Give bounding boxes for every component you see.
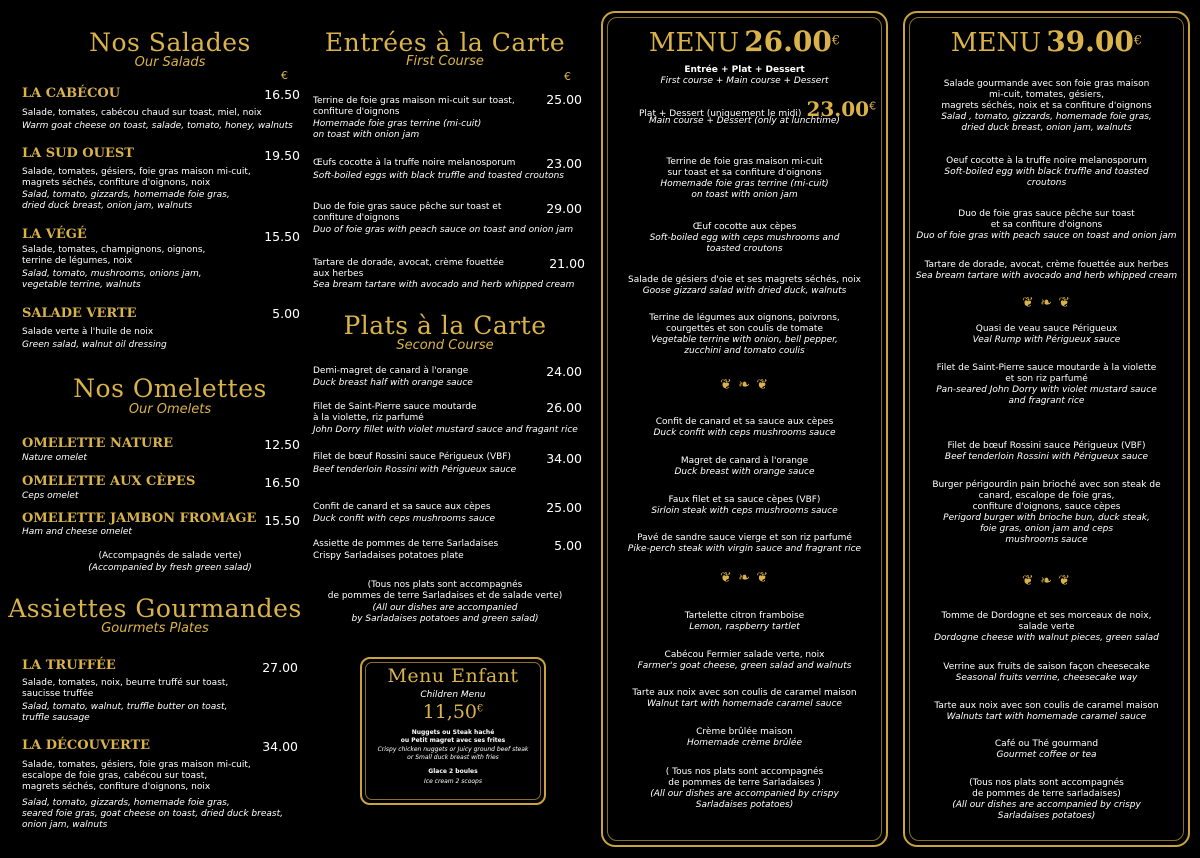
menu26-dessert-en: Lemon, raspberry tartlet — [689, 622, 800, 632]
enfant-subtitle: Children Menu — [420, 690, 486, 700]
assiettes-title: Assiettes Gourmandes — [8, 594, 302, 623]
plat-desc-en: John Dorry fillet with violet mustard sauce and fragant rice — [313, 425, 578, 435]
menu26-currency: € — [831, 33, 841, 49]
menu26-starter-fr: Œuf cocotte aux cèpes — [692, 222, 797, 232]
salad-desc-en: Warm goat cheese on toast, salade, tomato, honey, walnuts — [22, 121, 293, 131]
salad-name: LA VÉGÉ — [22, 227, 87, 242]
entree-price: 29.00 — [546, 201, 582, 216]
menu26-main-fr: Faux filet et sa sauce cèpes (VBF) — [668, 495, 821, 505]
menu39-panel — [903, 11, 1190, 847]
omelette-price: 12.50 — [264, 437, 300, 452]
entree-desc-en: Duo of foie gras with peach sauce on toast and onion jam — [313, 225, 574, 235]
omelette-desc-en: Nature omelet — [22, 453, 87, 463]
menu39-main-fr: Quasi de veau sauce Périgueux — [975, 324, 1118, 334]
assiette-name: LA TRUFFÉE — [22, 658, 116, 673]
omelette-name: OMELETTE JAMBON FROMAGE — [22, 511, 257, 526]
menu39-starter-en: Duo of foie gras with peach sauce on toast and onion jam — [916, 231, 1177, 241]
menu39-starter-fr: Oeuf cocotte à la truffe noire melanosporum — [946, 156, 1147, 166]
menu26-starter-en: Soft-boiled egg with ceps mushrooms and toasted croutons — [649, 233, 840, 254]
menu26-dessert-en: Walnut tart with homemade caramel sauce — [647, 699, 842, 709]
salad-price: 15.50 — [264, 229, 300, 244]
entree-price: 21.00 — [549, 256, 585, 271]
menu39-dessert-fr: Verrine aux fruits de saison façon cheesecake — [943, 662, 1150, 672]
entrees-subtitle: First Course — [406, 54, 484, 69]
menu26-dessert-fr: Crème brûlée maison — [696, 727, 793, 737]
menu26-main-en: Sirloin steak with ceps mushrooms sauce — [651, 506, 838, 516]
entree-desc-fr: Œufs cocotte à la truffe noire melanosporum — [313, 158, 516, 168]
menu26-dessert-fr: Tarte aux noix avec son coulis de caramel maison — [632, 688, 857, 698]
menu39-starter-fr: Duo de foie gras sauce pêche sur toast et sa confiture d'oignons — [958, 209, 1135, 230]
assiette-desc-en: Salad, tomato, gizzards, homemade foie gras, seared foie gras, goat cheese on toast, dried duck breast, onion jam, walnuts — [22, 798, 283, 830]
salad-name: SALADE VERTE — [22, 306, 137, 321]
salad-name: LA CABÉCOU — [22, 86, 121, 101]
menu26-ornament-1: ❦ ❧ ❦ — [719, 377, 770, 393]
plats-subtitle: Second Course — [396, 338, 494, 353]
entree-desc-en: Soft-boiled eggs with black truffle and toasted croutons — [313, 171, 564, 181]
omelettes-note-fr: (Accompagnés de salade verte) — [98, 551, 242, 561]
menu26-main-fr: Pavé de sandre sauce vierge et son riz parfumé — [637, 533, 852, 543]
salades-currency: € — [281, 69, 288, 82]
menu26-dessert-en: Farmer's goat cheese, green salad and walnuts — [637, 661, 852, 671]
omelette-price: 16.50 — [264, 475, 300, 490]
salad-price: 16.50 — [264, 87, 300, 102]
entree-desc-fr: Duo de foie gras sauce pêche sur toast et confiture d'oignons — [313, 202, 502, 223]
menu39-currency: € — [1133, 33, 1143, 49]
menu26-ornament-2: ❦ ❧ ❦ — [719, 570, 770, 586]
plat-desc-en: Duck breast half with orange sauce — [313, 378, 473, 388]
omelette-desc-en: Ham and cheese omelet — [22, 527, 132, 537]
plats-note-fr: (Tous nos plats sont accompagnés de pommes de terre Sarladaises et de salade verte) — [327, 580, 563, 601]
entree-desc-en: Homemade foie gras terrine (mi-cuit) on toast with onion jam — [313, 119, 482, 140]
menu39-main-fr: Filet de Saint-Pierre sauce moutarde à la violette et son riz parfumé — [936, 363, 1157, 384]
menu39-dessert-en: Walnuts tart with homemade caramel sauce — [946, 712, 1147, 722]
menu39-title — [905, 25, 1188, 58]
plat-price: 34.00 — [546, 451, 582, 466]
omelette-name: OMELETTE AUX CÈPES — [22, 474, 196, 489]
menu26-formula2-en: Main course + Dessert (only at lunchtime) — [649, 116, 840, 126]
menu26-formula2-fr: Plat + Dessert (uniquement le midi) — [639, 109, 802, 119]
salad-desc-fr: Salade verte à l'huile de noix — [22, 327, 154, 337]
salad-name: LA SUD OUEST — [22, 146, 134, 161]
menu26-main-en: Duck breast with orange sauce — [674, 467, 815, 477]
plat-desc-en: Duck confit with ceps mushrooms sauce — [313, 514, 496, 524]
menu26-title — [603, 25, 886, 58]
plat-desc-fr: Filet de Saint-Pierre sauce moutarde à la violette, riz parfumé — [313, 402, 477, 423]
entree-price: 25.00 — [546, 92, 582, 107]
menu26-starter-fr: Salade de gésiers d'oie et ses magrets séchés, noix — [628, 275, 861, 285]
plat-desc-fr: Filet de bœuf Rossini sauce Périgueux (VBF) — [313, 452, 511, 462]
salad-desc-fr: Salade, tomates, gésiers, foie gras maison mi-cuit, magrets séchés, confiture d'oignons, noix — [22, 167, 251, 188]
omelettes-note-en: (Accompanied by fresh green salad) — [88, 563, 252, 573]
menu26-dessert-fr: Tartelette citron framboise — [684, 611, 805, 621]
plats-title: Plats à la Carte — [343, 311, 547, 340]
menu26-dessert-fr: Cabécou Fermier salade verte, noix — [664, 650, 825, 660]
menu39-label: MENU — [950, 28, 1042, 58]
menu26-formula2-currency: € — [869, 99, 877, 113]
menu26-note-fr: ( Tous nos plats sont accompagnés de pommes de terre Sarladaises ) — [665, 767, 824, 788]
menu26-main-en: Duck confit with ceps mushrooms sauce — [653, 428, 836, 438]
menu26-panel — [601, 11, 888, 847]
entree-desc-fr: Terrine de foie gras maison mi-cuit sur toast, confiture d'oignons — [313, 96, 515, 117]
plat-price: 25.00 — [546, 500, 582, 515]
menu39-dessert-fr: Café ou Thé gourmand — [994, 739, 1099, 749]
menu39-dessert-en: Seasonal fruits verrine, cheesecake way — [955, 673, 1138, 683]
entrees-currency: € — [564, 70, 571, 83]
menu39-dessert-en: Dordogne cheese with walnut pieces, green salad — [934, 633, 1159, 643]
enfant-price-line — [362, 701, 544, 723]
menu39-dessert-fr: Tarte aux noix avec son coulis de caramel maison — [934, 701, 1159, 711]
plat-price: 5.00 — [554, 538, 582, 553]
menu26-starter-fr: Terrine de foie gras maison mi-cuit sur toast et sa confiture d'oignons — [666, 157, 823, 178]
menu39-main-en: Pan-seared John Dorry with violet mustard sauce and fragrant rice — [936, 385, 1157, 406]
menu39-main-en: Perigord burger with brioche bun, duck steak, foie gras, onion jam and ceps mushrooms sauce — [943, 513, 1150, 545]
omelette-price: 15.50 — [264, 513, 300, 528]
entree-desc-fr: Tartare de dorade, avocat, crème fouettée aux herbes — [313, 258, 504, 279]
enfant-en1: Crispy chicken nuggets or Juicy ground beef steak or Small duck breast with fries — [377, 746, 529, 761]
salad-desc-fr: Salade, tomates, cabécou chaud sur toast, miel, noix — [22, 108, 262, 118]
entree-desc-en: Sea bream tartare with avocado and herb whipped cream — [313, 280, 575, 290]
menu39-starter-en: Salad , tomato, gizzards, homemade foie gras, dried duck breast, onion jam, walnuts — [941, 112, 1152, 133]
menu26-main-fr: Magret de canard à l'orange — [680, 456, 809, 466]
enfant-fr2: Glace 2 boules — [428, 768, 478, 775]
menu39-ornament-2: ❦ ❧ ❦ — [1021, 573, 1072, 589]
menu39-main-fr: Filet de bœuf Rossini sauce Périgueux (VBF) — [947, 441, 1146, 451]
omelettes-title: Nos Omelettes — [73, 374, 267, 403]
menu39-starter-fr: Salade gourmande avec son foie gras maison mi-cuit, tomates, gésiers, magrets séchés, noix et sa confiture d'oignons — [941, 79, 1152, 111]
plat-desc-en: Beef tenderloin Rossini with Périgueux sauce — [313, 465, 517, 475]
plat-desc-fr: Confit de canard et sa sauce aux cèpes — [313, 502, 491, 512]
menu26-main-fr: Confit de canard et sa sauce aux cèpes — [655, 417, 834, 427]
menu39-main-fr: Burger périgourdin pain brioché avec son steak de canard, escalope de foie gras, confiture d'oignons, sauce cèpes — [932, 480, 1161, 512]
menu26-formula1-fr: Entrée + Plat + Dessert — [684, 65, 805, 75]
plat-desc-fr: Assiette de pommes de terre Sarladaises — [313, 539, 499, 549]
assiette-desc-en: Salad, tomato, walnut, truffle butter on toast, truffle sausage — [22, 702, 228, 723]
menu26-formula2-price: 23.00 — [806, 97, 870, 121]
omelette-desc-en: Ceps omelet — [22, 491, 79, 501]
assiette-desc-fr: Salade, tomates, noix, beurre truffé sur toast, saucisse truffée — [22, 678, 229, 699]
salad-price: 19.50 — [264, 148, 300, 163]
menu26-starter-fr: Terrine de légumes aux oignons, poivrons, courgettes et son coulis de tomate — [649, 313, 840, 334]
menu39-ornament-1: ❦ ❧ ❦ — [1021, 295, 1072, 311]
salad-price: 5.00 — [272, 306, 300, 321]
entrees-title: Entrées à la Carte — [324, 28, 566, 57]
menu26-starter-en: Goose gizzard salad with dried duck, walnuts — [642, 286, 847, 296]
menu26-starter-en: Homemade foie gras terrine (mi-cuit) on toast with onion jam — [660, 179, 829, 200]
assiette-name: LA DÉCOUVERTE — [22, 738, 151, 753]
plat-desc-en: Crispy Sarladaises potatoes plate — [313, 551, 464, 561]
plat-price: 26.00 — [546, 400, 582, 415]
omelette-name: OMELETTE NATURE — [22, 436, 173, 451]
enfant-en2: Ice cream 2 scoops — [424, 778, 482, 785]
enfant-currency: € — [477, 703, 484, 715]
menu26-main-en: Pike-perch steak with virgin sauce and fragrant rice — [627, 544, 862, 554]
salades-subtitle: Our Salads — [134, 55, 206, 70]
salad-desc-en: Green salad, walnut oil dressing — [22, 340, 167, 350]
plat-desc-fr: Demi-magret de canard à l'orange — [313, 366, 469, 376]
menu39-starter-en: Soft-boiled egg with black truffle and toasted croutons — [944, 167, 1149, 188]
menu39-note-fr: (Tous nos plats sont accompagnés de pommes de terre sarladaises) — [969, 778, 1124, 799]
menu39-main-en: Beef tenderloin Rossini with Périgueux sauce — [944, 452, 1149, 462]
menu39-starter-en: Sea bream tartare with avocado and herb whipped cream — [915, 271, 1178, 281]
menu39-price: 39.00 — [1046, 25, 1134, 58]
menu26-note-en: (All our dishes are accompanied by crispy Sarladaises potatoes) — [650, 789, 839, 810]
assiette-desc-fr: Salade, tomates, gésiers, foie gras maison mi-cuit, escalope de foie gras, cabécou sur toast, magrets séchés, confiture d'oignons, noix — [22, 760, 251, 792]
enfant-price: 11,50 — [422, 701, 478, 723]
salad-desc-en: Salad, tomato, mushrooms, onions jam, vegetable terrine, walnuts — [22, 269, 202, 290]
menu-enfant-box — [360, 657, 546, 805]
assiette-price: 27.00 — [262, 660, 298, 675]
plat-price: 24.00 — [546, 364, 582, 379]
menu26-dessert-en: Homemade crème brûlée — [686, 738, 802, 748]
assiettes-subtitle: Gourmets Plates — [101, 621, 209, 636]
entree-price: 23.00 — [546, 156, 582, 171]
menu26-formula1-en: First course + Main course + Dessert — [660, 76, 829, 86]
enfant-title: Menu Enfant — [387, 665, 519, 687]
menu26-starter-en: Vegetable terrine with onion, bell pepper, zucchini and tomato coulis — [651, 335, 838, 356]
menu26-price: 26.00 — [744, 25, 832, 58]
menu39-starter-fr: Tartare de dorade, avocat, crème fouettée aux herbes — [924, 260, 1169, 270]
salades-title: Nos Salades — [89, 28, 251, 57]
omelettes-subtitle: Our Omelets — [128, 402, 212, 417]
enfant-fr1: Nuggets ou Steak haché ou Petit magret avec ses frites — [400, 729, 506, 744]
menu39-dessert-en: Gourmet coffee or tea — [996, 750, 1097, 760]
salad-desc-en: Salad, tomato, gizzards, homemade foie gras, dried duck breast, onion jam, walnuts — [22, 190, 230, 211]
menu39-dessert-fr: Tomme de Dordogne et ses morceaux de noix, salade verte — [941, 611, 1152, 632]
salad-desc-fr: Salade, tomates, champignons, oignons, terrine de légumes, noix — [22, 245, 206, 266]
assiette-price: 34.00 — [262, 739, 298, 754]
menu39-note-en: (All our dishes are accompanied by crispy Sarladaises potatoes) — [952, 800, 1141, 821]
plats-note-en: (All our dishes are accompanied by Sarladaises potatoes and green salad) — [351, 603, 539, 624]
menu26-label: MENU — [648, 28, 740, 58]
menu39-main-en: Veal Rump with Périgueux sauce — [972, 335, 1121, 345]
